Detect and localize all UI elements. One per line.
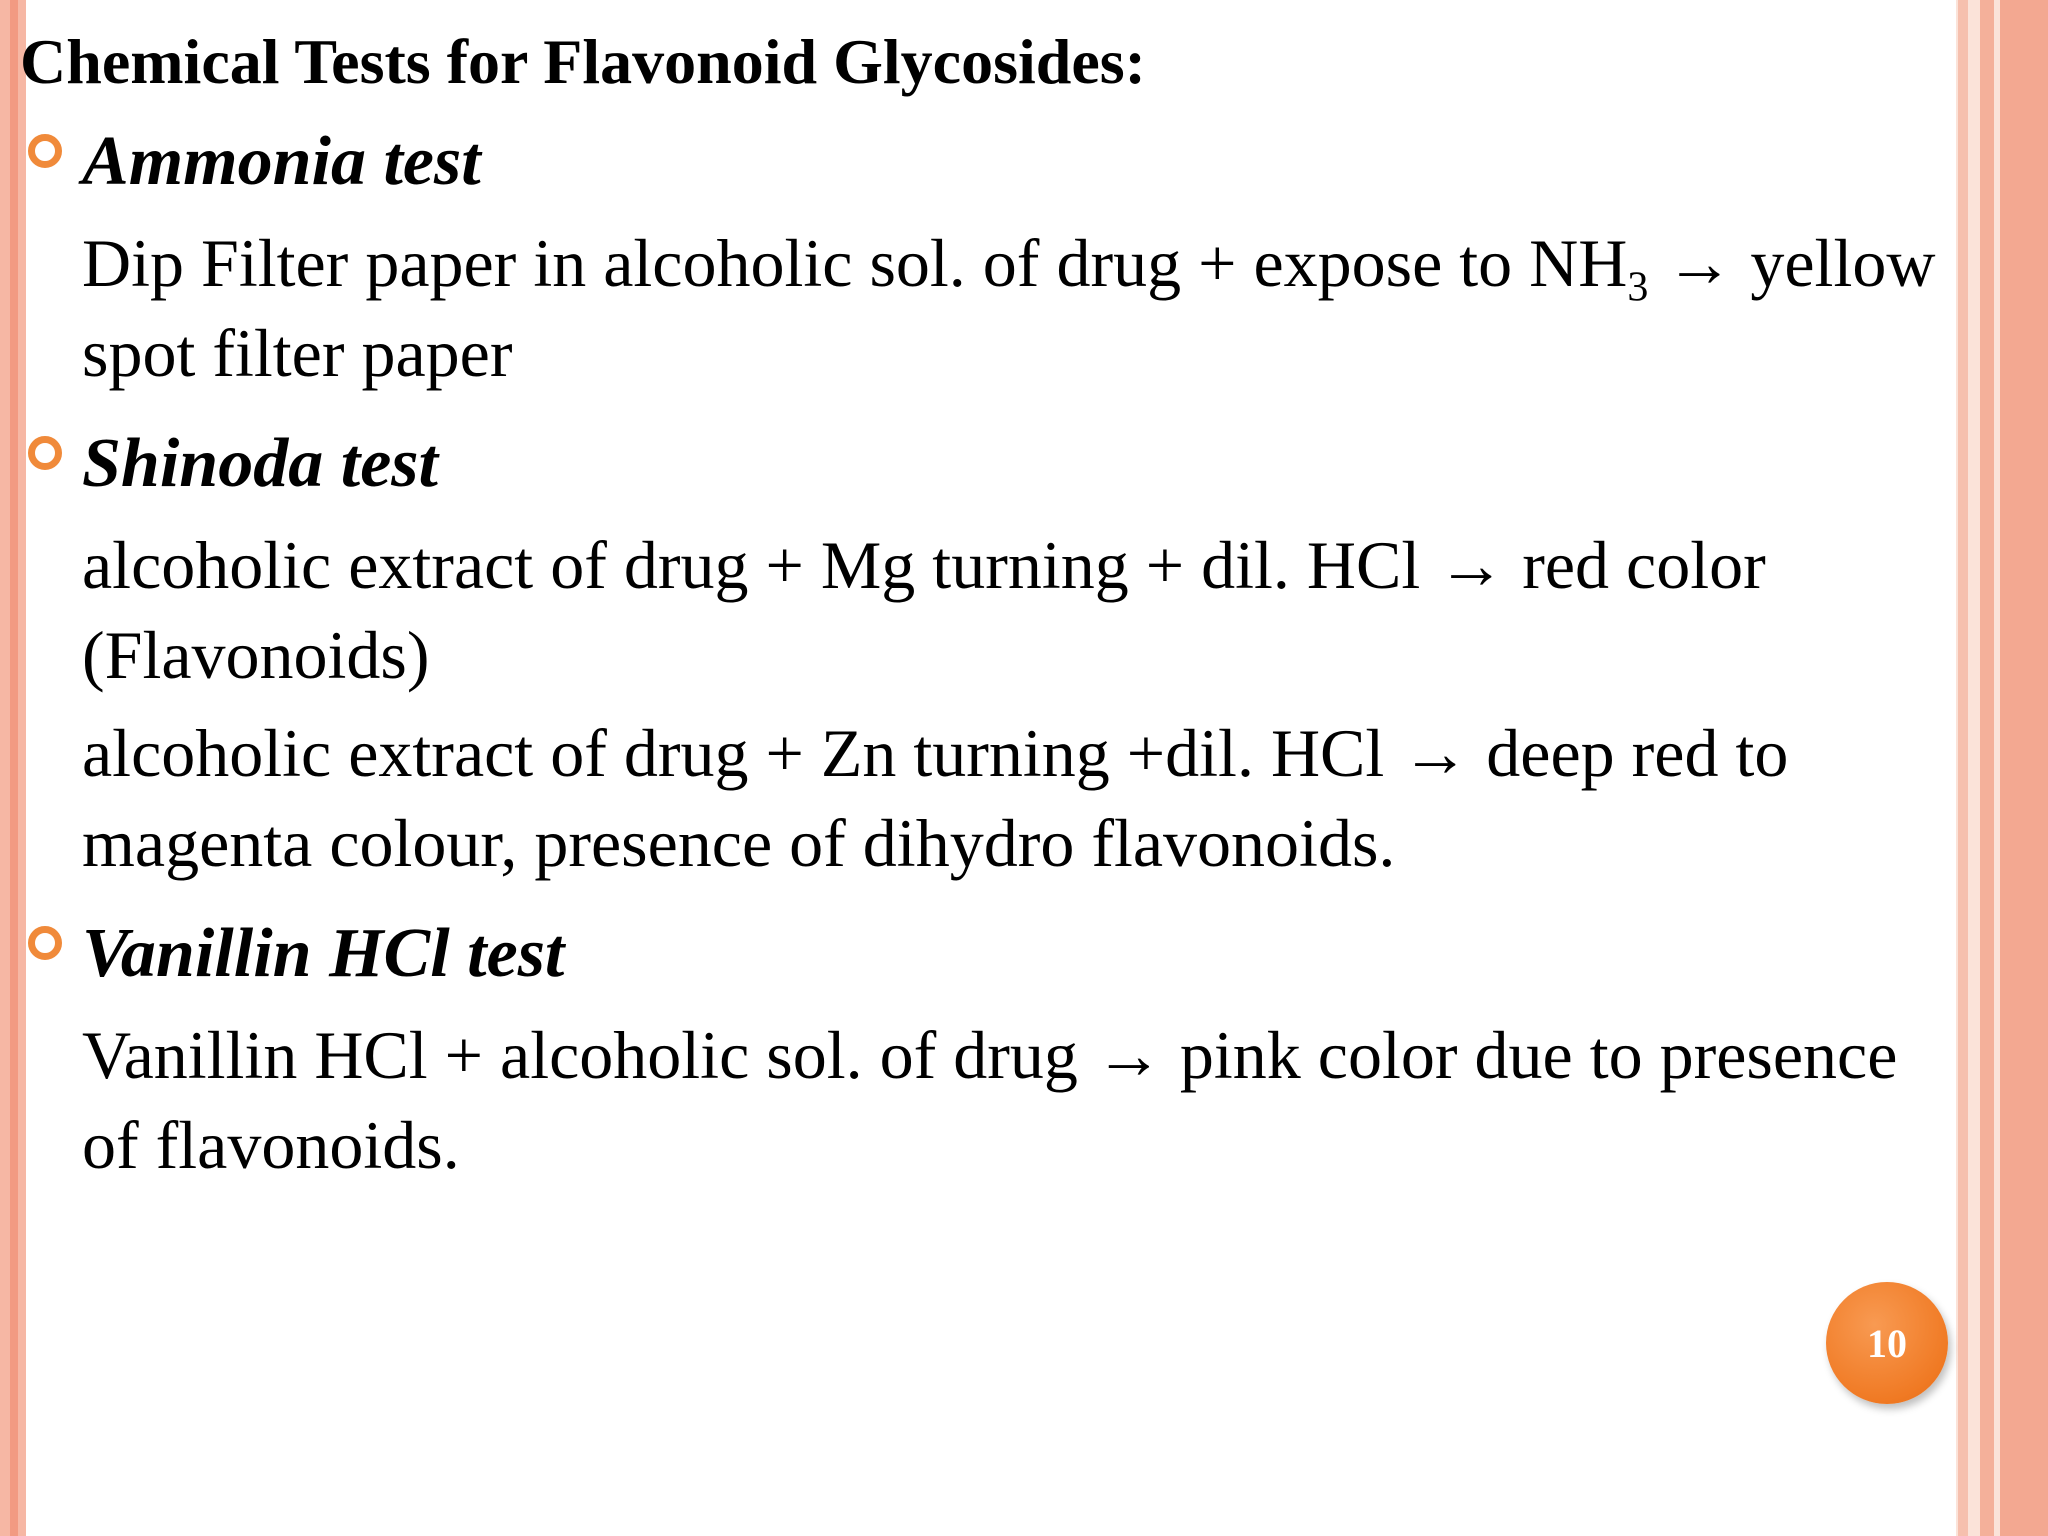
page-number: 10 (1867, 1320, 1907, 1366)
bullet-row (20, 412, 1940, 516)
bullet-row (20, 110, 1940, 214)
section-heading: Ammonia test (82, 123, 481, 200)
section-heading: Vanillin HCl test (82, 915, 565, 992)
circle-bullet-icon (28, 926, 62, 960)
description-text: → yellow spot filter paper (82, 225, 1936, 391)
section-description: alcoholic extract of drug + Mg turning + dil. HCl → red color (Flavonoids) (82, 527, 1766, 693)
section-heading: Shinoda test (82, 425, 438, 502)
section-shinoda-test (20, 412, 1940, 902)
left-border-inner-line (10, 0, 18, 1536)
right-border-edge (2000, 0, 2048, 1536)
circle-bullet-icon (28, 134, 62, 168)
right-border-line (1980, 0, 1994, 1536)
bullet-row (20, 902, 1940, 1006)
section-ammonia-test (20, 110, 1940, 412)
subscript: 3 (1627, 264, 1649, 311)
section-vanillin-hcl-test (20, 902, 1940, 1204)
section-description: Vanillin HCl + alcoholic sol. of drug → pink color due to presence of flavonoids. (82, 1017, 1898, 1183)
section-description (82, 214, 1940, 412)
description-text: Dip Filter paper in alcoholic sol. of drug + expose to NH (82, 225, 1628, 301)
section-description: alcoholic extract of drug + Zn turning +dil. HCl → deep red to magenta colour, presence of dihydro flavonoids. (82, 715, 1789, 881)
slide-title: Chemical Tests for Flavonoid Glycosides: (20, 26, 1146, 97)
circle-bullet-icon (28, 436, 62, 470)
slide-content (20, 18, 1940, 1204)
right-border-line (1958, 0, 1968, 1536)
page-number-badge (1826, 1282, 1948, 1404)
